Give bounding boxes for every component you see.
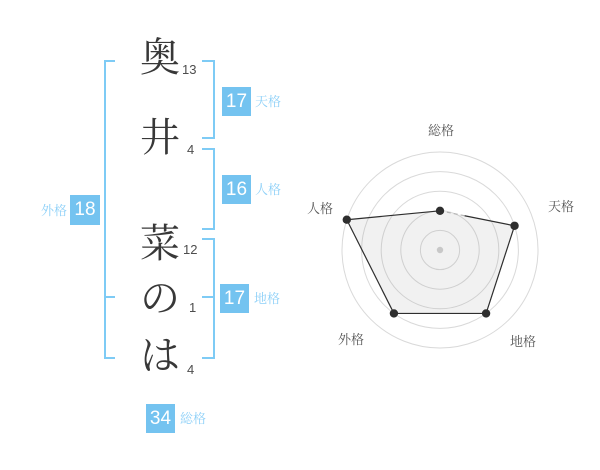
soukaku-score-label: 総格 <box>180 411 207 426</box>
name-char-2: 井 <box>140 116 180 160</box>
stroke-count-1: 13 <box>182 62 197 77</box>
chikaku-score-value: 17 <box>223 287 246 309</box>
chikaku-bracket-tick-bottom <box>202 357 213 359</box>
gaikaku-bracket-tick-top <box>104 60 115 62</box>
radar-axis-jinkaku-label: 人格 <box>307 201 334 216</box>
gaikaku-bracket-line <box>104 60 106 359</box>
radar-axis-chikaku-label: 地格 <box>510 334 537 349</box>
stroke-count-5: 4 <box>187 362 195 377</box>
tenkaku-bracket-tick-bottom <box>202 137 213 139</box>
stroke-count-4: 1 <box>189 300 197 315</box>
chikaku-score-label: 地格 <box>254 291 281 306</box>
gaikaku-score-label: 外格 <box>41 203 68 218</box>
gaikaku-bracket-tick-bottom <box>104 357 115 359</box>
chikaku-score-box <box>220 284 249 313</box>
fortune-radar-chart <box>300 100 590 380</box>
name-char-1: 奥 <box>140 36 180 80</box>
jinkaku-bracket-tick-top <box>202 148 213 150</box>
name-char-3: 菜 <box>140 222 180 266</box>
tenkaku-bracket-tick-top <box>202 60 213 62</box>
gaikaku-score-value: 18 <box>74 199 96 220</box>
radar-axis-tenkaku-label: 天格 <box>548 199 575 214</box>
soukaku-score-box <box>146 404 175 433</box>
tenkaku-score-value: 17 <box>225 90 248 112</box>
jinkaku-bracket-tick-bottom <box>202 228 213 230</box>
chikaku-bracket-line <box>213 238 215 359</box>
gaikaku-bracket-tick-middle <box>104 296 115 298</box>
soukaku-score-value: 34 <box>149 407 172 429</box>
chikaku-bracket-tick-middle <box>202 296 213 298</box>
jinkaku-score-box <box>222 175 251 204</box>
tenkaku-bracket-line <box>213 60 215 139</box>
radar-axis-soukaku-label: 総格 <box>428 123 455 138</box>
chikaku-bracket-tick-top <box>202 238 213 240</box>
name-char-4: の <box>140 277 180 321</box>
tenkaku-score-box <box>222 87 251 116</box>
jinkaku-score-value: 16 <box>225 178 248 200</box>
gaikaku-score-box <box>70 195 100 225</box>
stroke-count-2: 4 <box>187 142 195 157</box>
stroke-count-3: 12 <box>183 242 198 257</box>
jinkaku-score-label: 人格 <box>255 182 282 197</box>
jinkaku-bracket-line <box>213 148 215 230</box>
radar-axis-gaikaku-label: 外格 <box>338 332 365 347</box>
tenkaku-score-label: 天格 <box>255 94 282 109</box>
name-char-5: は <box>140 334 180 378</box>
